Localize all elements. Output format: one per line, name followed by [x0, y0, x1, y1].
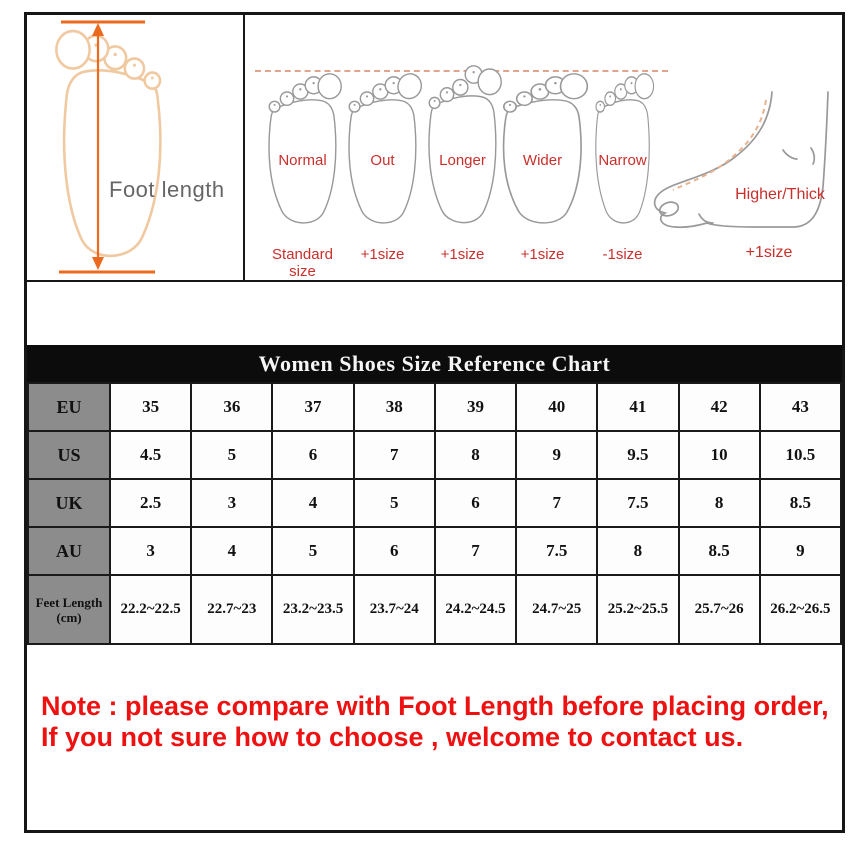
foot-size-adjustment: +1size: [440, 246, 485, 263]
outer-frame: [24, 12, 845, 833]
size-cell: 36: [191, 383, 272, 431]
side-foot-profile-icon: [645, 90, 835, 240]
foot-length-panel: [27, 15, 243, 282]
size-cell: 8: [597, 527, 678, 575]
note-line-2: If you not sure how to choose , welcome to contact us.: [41, 722, 744, 752]
size-cell: 24.2~24.5: [435, 575, 516, 644]
size-cell: 41: [597, 383, 678, 431]
size-row-header: [28, 575, 110, 644]
size-cell: 4.5: [110, 431, 191, 479]
foot-figure-longer: [423, 71, 502, 286]
size-table-row: [28, 479, 841, 527]
size-reference-section: [27, 345, 842, 645]
foot-size-adjustment: Standard size: [272, 246, 333, 280]
foot-type-label: Normal: [278, 152, 327, 169]
note-line-1: Note : please compare with Foot Length before placing order,: [41, 691, 829, 721]
size-cell: 2.5: [110, 479, 191, 527]
foot-type-label: Wider: [522, 152, 563, 169]
side-foot-size-adjustment: +1size: [745, 244, 793, 261]
size-table-row: [28, 575, 841, 644]
size-cell: 5: [354, 479, 435, 527]
size-cell: 42: [679, 383, 760, 431]
size-cell: 7.5: [516, 527, 597, 575]
size-row-header: [28, 479, 110, 527]
size-row-header: [28, 431, 110, 479]
foot-sole-outline-icon: [56, 31, 160, 256]
size-cell: 25.7~26: [679, 575, 760, 644]
foot-type-label: Narrow: [598, 152, 647, 169]
size-cell: 10.5: [760, 431, 841, 479]
size-cell: 35: [110, 383, 191, 431]
size-cell: 22.7~23: [191, 575, 272, 644]
size-cell: 8: [435, 431, 516, 479]
size-cell: 6: [272, 431, 353, 479]
foot-size-adjustment: -1size: [602, 246, 643, 263]
foot-size-adjustment: +1size: [520, 246, 565, 263]
instep-dashed-line: [673, 100, 766, 190]
side-foot-label: Higher/Thick: [735, 186, 825, 203]
size-cell: 8: [679, 479, 760, 527]
size-cell: 38: [354, 383, 435, 431]
size-table-row: [28, 431, 841, 479]
size-cell: 23.7~24: [354, 575, 435, 644]
size-table-row: [28, 383, 841, 431]
size-cell: 4: [191, 527, 272, 575]
size-cell: 8.5: [760, 479, 841, 527]
row-header-label: AU: [56, 540, 82, 561]
table-title: Women Shoes Size Reference Chart: [27, 345, 842, 382]
size-cell: 3: [191, 479, 272, 527]
size-cell: 7: [354, 431, 435, 479]
size-cell: 9.5: [597, 431, 678, 479]
size-cell: 7: [435, 527, 516, 575]
size-cell: 40: [516, 383, 597, 431]
foot-figures-row: [263, 71, 662, 286]
size-cell: 43: [760, 383, 841, 431]
foot-shapes-panel: [245, 15, 842, 280]
size-cell: 3: [110, 527, 191, 575]
size-cell: 39: [435, 383, 516, 431]
size-table-row: [28, 527, 841, 575]
size-cell: 7.5: [597, 479, 678, 527]
size-cell: 5: [272, 527, 353, 575]
size-cell: 8.5: [679, 527, 760, 575]
size-cell: 10: [679, 431, 760, 479]
size-cell: 23.2~23.5: [272, 575, 353, 644]
row-header-label: US: [57, 444, 81, 465]
size-cell: 7: [516, 479, 597, 527]
foot-size-adjustment: +1size: [360, 246, 405, 263]
size-cell: 4: [272, 479, 353, 527]
size-cell: 26.2~26.5: [760, 575, 841, 644]
foot-figure-normal: [263, 71, 342, 286]
size-cell: 5: [191, 431, 272, 479]
foot-type-label: Longer: [439, 152, 486, 169]
row-header-label: UK: [55, 492, 83, 513]
size-cell: 9: [760, 527, 841, 575]
foot-figure-wider: [503, 71, 582, 286]
foot-figure-out: [343, 71, 422, 286]
foot-length-label: Foot length: [109, 177, 225, 202]
size-table: [27, 382, 842, 645]
size-row-header: [28, 383, 110, 431]
foot-length-diagram: [27, 15, 243, 280]
row-header-label: EU: [56, 396, 82, 417]
size-cell: 37: [272, 383, 353, 431]
row-header-label: Feet Length: [35, 594, 103, 610]
order-note: [41, 691, 842, 753]
row-header-unit: (cm): [56, 609, 82, 625]
size-cell: 24.7~25: [516, 575, 597, 644]
size-cell: 25.2~25.5: [597, 575, 678, 644]
size-cell: 6: [435, 479, 516, 527]
size-cell: 22.2~22.5: [110, 575, 191, 644]
size-row-header: [28, 527, 110, 575]
size-cell: 9: [516, 431, 597, 479]
foot-type-label: Out: [370, 152, 395, 169]
size-cell: 6: [354, 527, 435, 575]
